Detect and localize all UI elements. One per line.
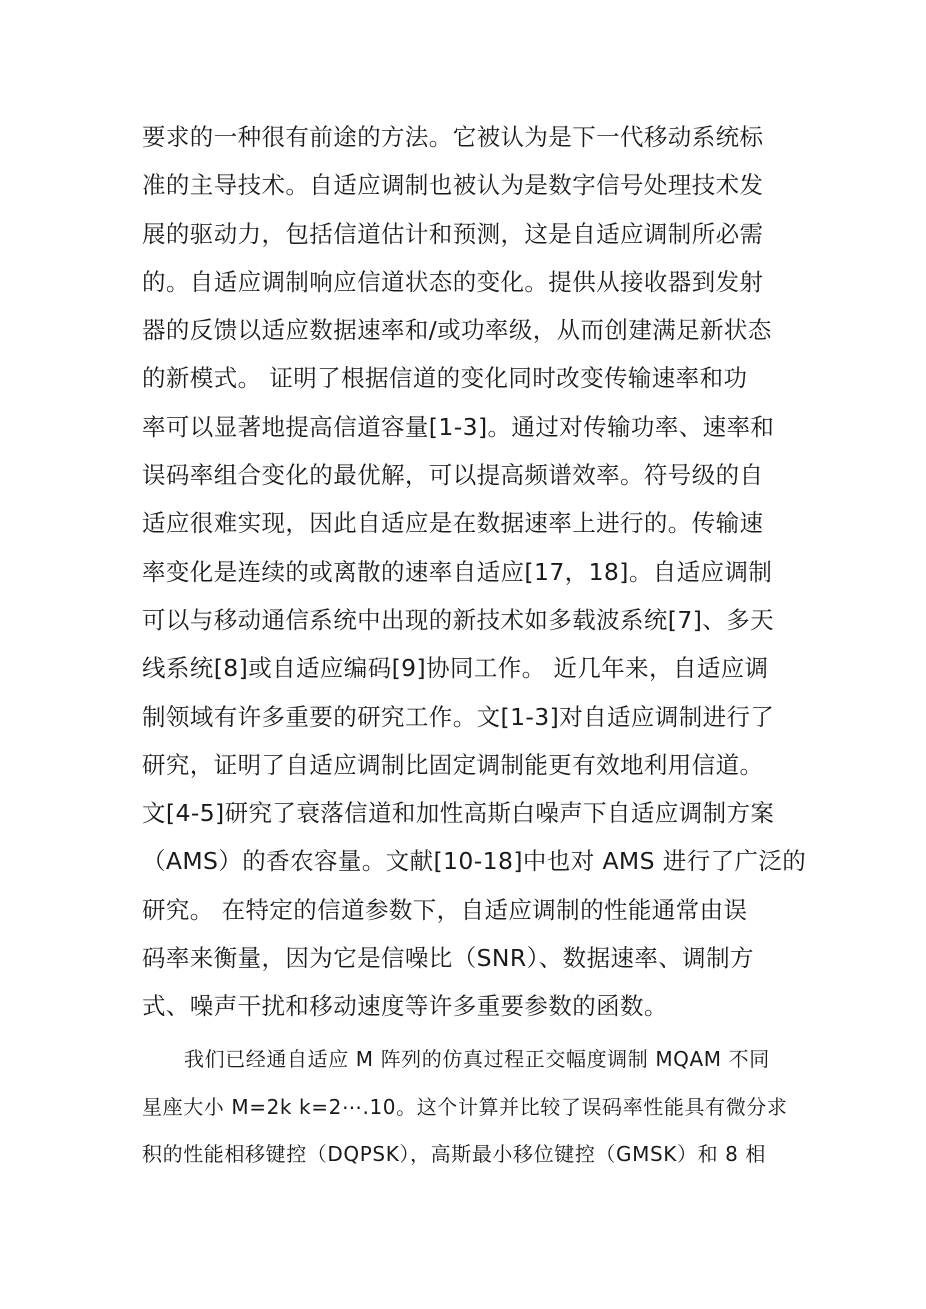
text-line: 制领域有许多重要的研究工作。文[1-3]对自适应调制进行了 [142, 702, 775, 731]
paragraph-2 [142, 1041, 802, 1184]
text-line: 文[4-5]研究了衰落信道和加性高斯白噪声下自适应调制方案 [142, 799, 775, 828]
text-line: 展的驱动力，包括信道估计和预测，这是自适应调制所必需 [142, 219, 764, 248]
paragraph-1 [142, 119, 807, 1037]
text-line: 积的性能相移键控（DQPSK），高斯最小移位键控（GMSK）和 8 相 [142, 1142, 767, 1166]
text-line: 我们已经通自适应 M 阵列的仿真过程正交幅度调制 MQAM 不同 [184, 1047, 770, 1071]
text-line: 器的反馈以适应数据速率和/或功率级，从而创建满足新状态 [142, 316, 772, 345]
text-line: 研究，证明了自适应调制比固定调制能更有效地利用信道。 [142, 750, 764, 779]
text-line: 线系统[8]或自适应编码[9]协同工作。 近几年来，自适应调 [142, 654, 769, 683]
text-line: 码率来衡量，因为它是信噪比（SNR）、数据速率、调制方 [142, 944, 754, 973]
text-line: 适应很难实现，因此自适应是在数据速率上进行的。传输速 [142, 509, 764, 538]
text-line: 率可以显著地提高信道容量[1-3]。通过对传输功率、速率和 [142, 412, 775, 441]
text-line: 可以与移动通信系统中出现的新技术如多载波系统[7]、多天 [142, 605, 774, 634]
text-line: 的。自适应调制响应信道状态的变化。提供从接收器到发射 [142, 267, 764, 296]
text-line: 星座大小 M=2k k=2⋯.10。这个计算并比较了误码率性能具有微分求 [142, 1094, 788, 1119]
text-line: （AMS）的香农容量。文献[10-18]中也对 AMS 进行了广泛的 [142, 847, 807, 876]
text-line: 要求的一种很有前途的方法。它被认为是下一代移动系统标 [142, 123, 764, 151]
text-line: 的新模式。 证明了根据信道的变化同时改变传输速率和功 [142, 364, 748, 393]
text-line: 误码率组合变化的最优解，可以提高频谱效率。符号级的自 [142, 461, 764, 490]
text-line: 研究。 在特定的信道参数下，自适应调制的性能通常由误 [142, 895, 748, 924]
text-line: 式、噪声干扰和移动速度等许多重要参数的函数。 [142, 992, 668, 1021]
text-line: 率变化是连续的或离散的速率自适应[17，18]。自适应调制 [142, 557, 773, 586]
text-line: 准的主导技术。自适应调制也被认为是数字信号处理技术发 [142, 171, 764, 200]
